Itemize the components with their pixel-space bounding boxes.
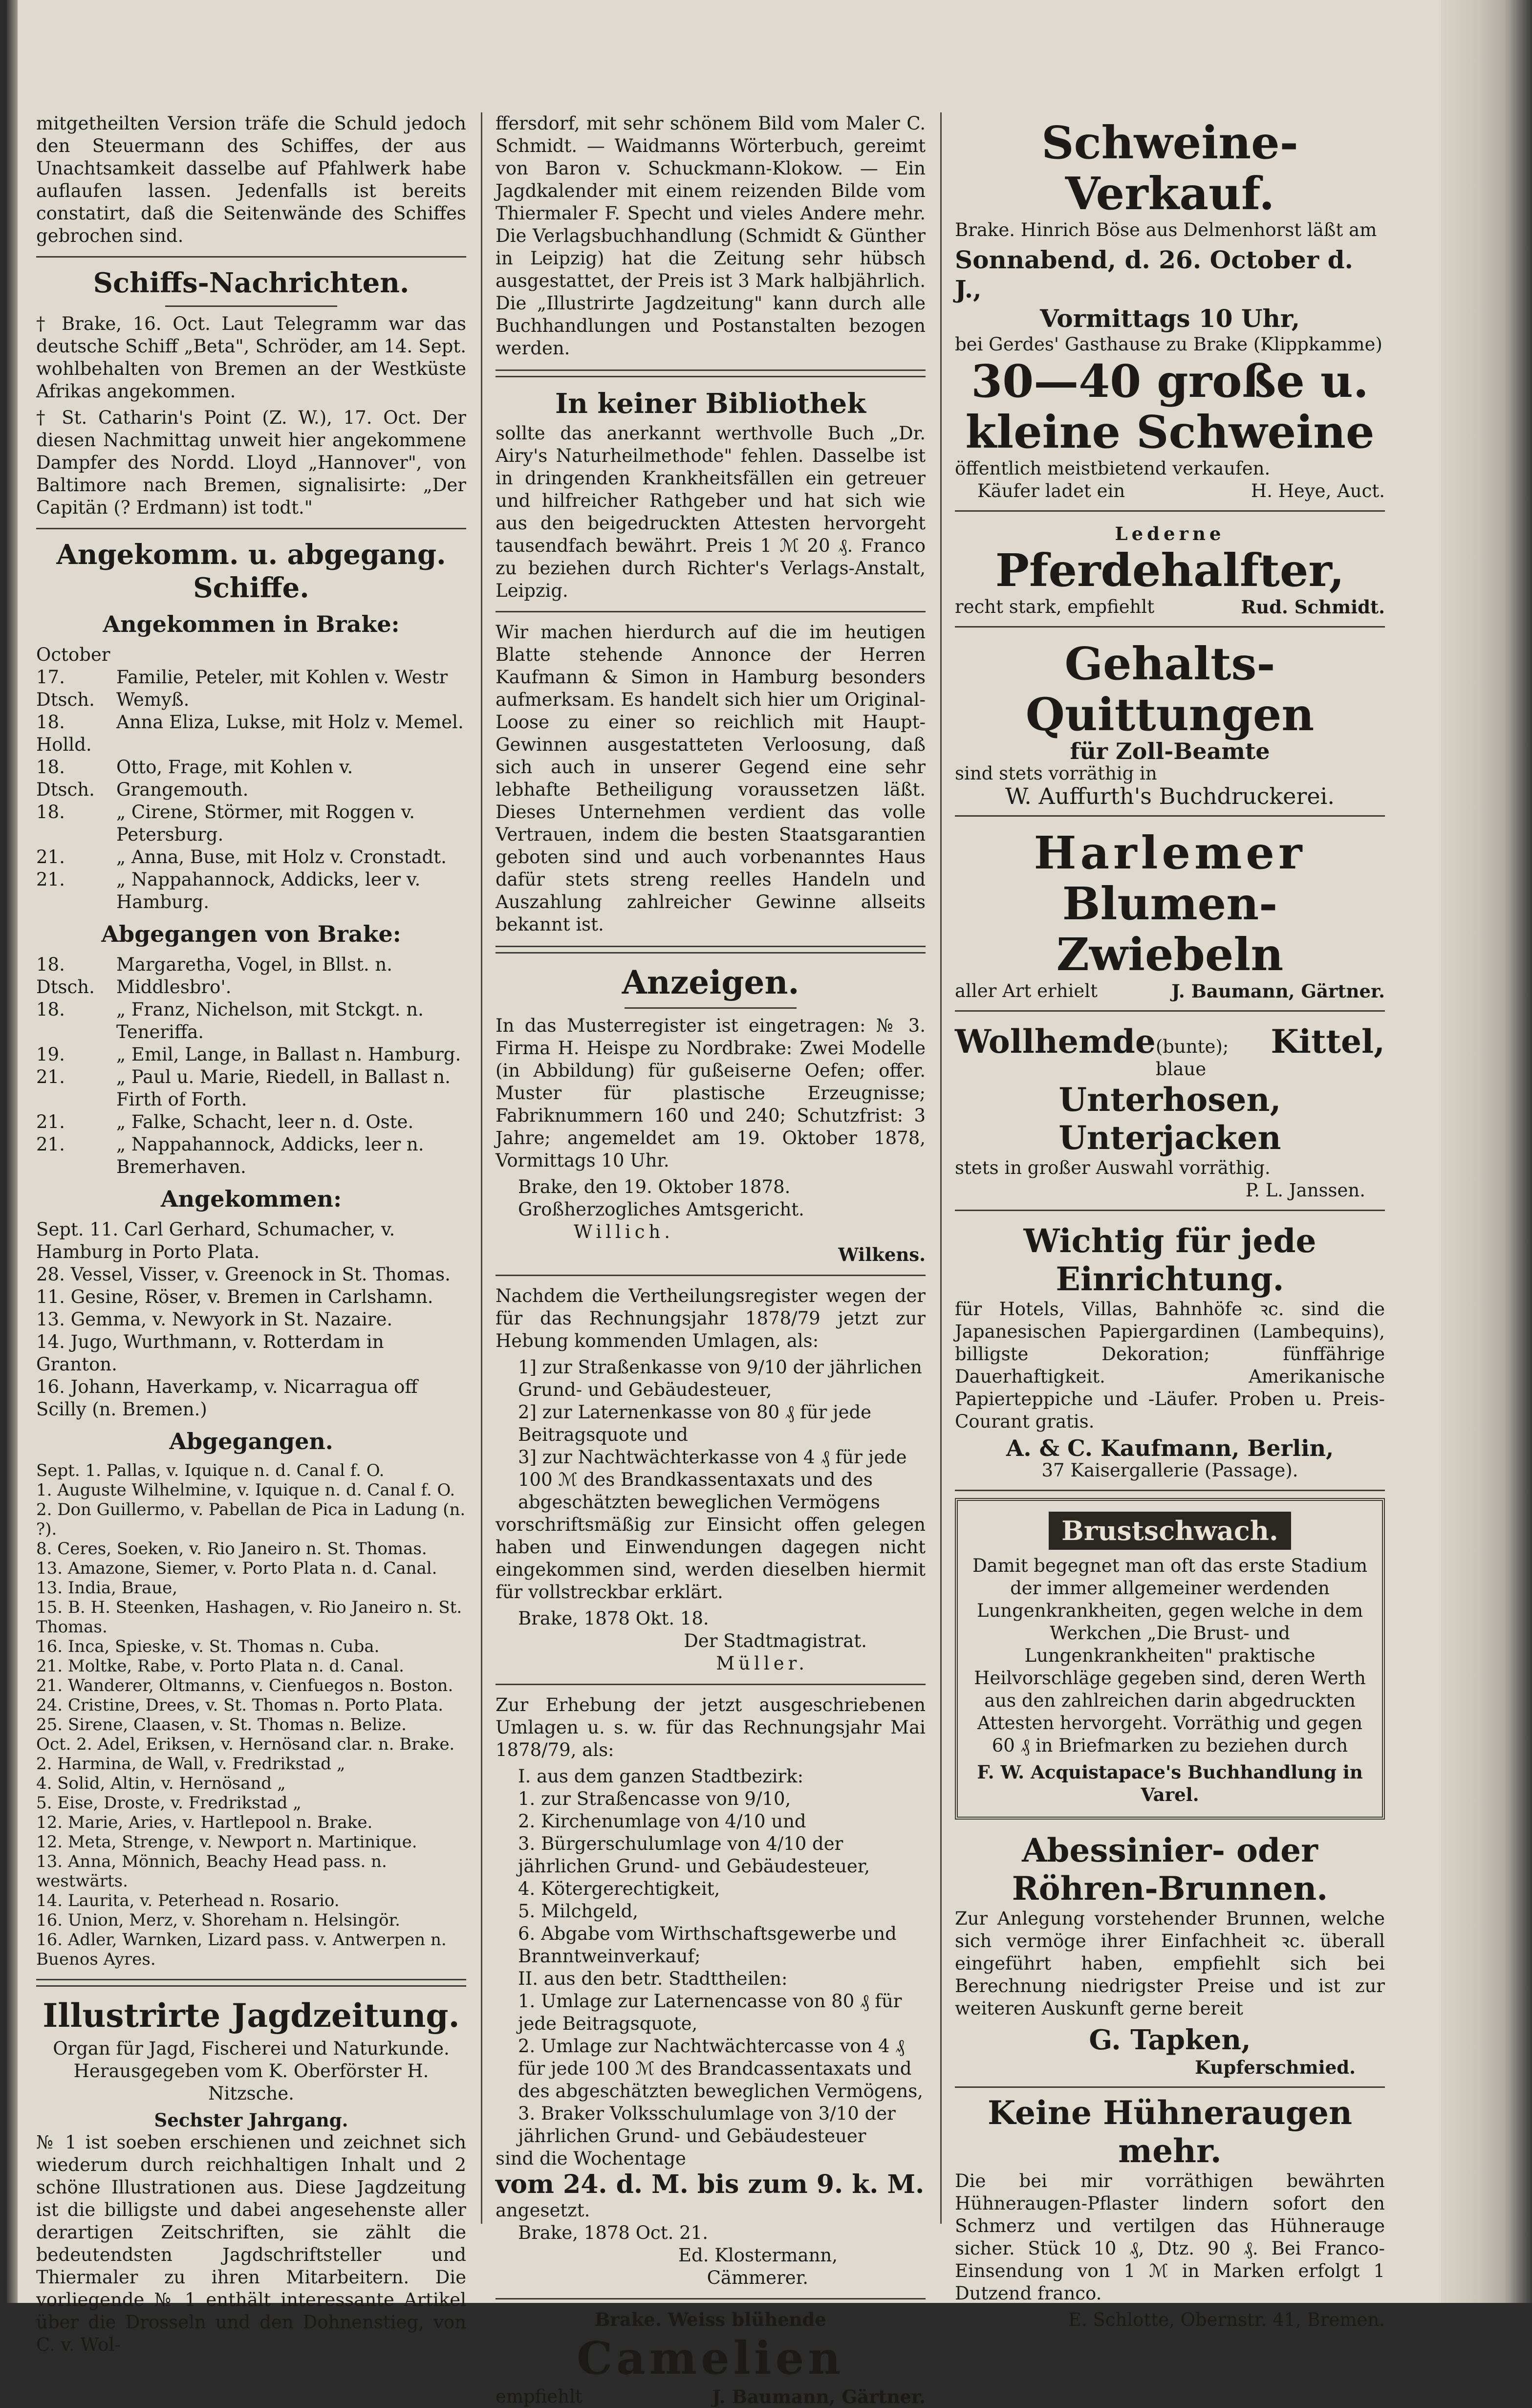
list-item: 5. Milchgeld,: [518, 1901, 639, 1922]
list-item: 21. „ Falke, Schacht, leer n. d. Oste.: [36, 1111, 414, 1132]
list-item: 16. Johann, Haverkamp, v. Nicarragua off Scilly (n. Bremen.): [36, 1376, 418, 1420]
signature: E. Schlotte, Obernstr. 41, Bremen.: [1068, 2309, 1385, 2330]
jagd-heading: Illustrirte Jagdzeitung.: [43, 1996, 460, 2035]
auction-time: Vormittags 10 Uhr,: [1040, 304, 1300, 333]
divider: [496, 2298, 926, 2300]
huehneraugen-heading: Keine Hühneraugen mehr.: [988, 2094, 1352, 2170]
pferdehalfter-text: recht stark, empfiehlt: [955, 596, 1155, 617]
wollhemde-line: [955, 1022, 1385, 1081]
brunnen-ad: [955, 1826, 1385, 2088]
page-edge: [1441, 0, 1532, 2303]
list-item: 11. Gesine, Röser, v. Bremen in Carlshamn.: [36, 1286, 433, 1307]
gehalts-shop: W. Auffurth's Buchdruckerei.: [1005, 783, 1335, 809]
list-item: 14. Laurita, v. Peterhead n. Rosario.: [36, 1891, 340, 1910]
column-rule: [481, 112, 482, 2224]
jagd-subtitle: Organ für Jagd, Fischerei und Naturkunde. Herausgegeben vom K. Oberförster H. Nitzsche.: [53, 2038, 450, 2104]
schiffs-paragraph: † St. Catharin's Point (Z. W.), 17. Oct. Der diesen Nachmittag unweit hier angekommene Dampfer des Nordd. Lloyd „Hannover", von Baltimore nach Bremen, signalisirte: „Der Capitän (? Erdmann) ist todt.": [36, 407, 466, 518]
brunnen-heading: Abessinier- oder: [1022, 1831, 1318, 1869]
wichtig-ad: [955, 1217, 1385, 1491]
brustschwach-paragraph: Damit begegnet man oft das erste Stadium der immer allgemeiner werdenden Lungenkrankheiten, gegen welche in dem Werkchen „Die Brust- und Lungenkrankheiten" praktische Heilvorschläge gegeben sind, deren Werth aus den zahlreichen darin abgedruckten Attesten hervorgeht. Vorräthig und gegen 60 ₰ in Briefmarken zu beziehen durch: [972, 1555, 1368, 1756]
column-2: [496, 112, 926, 2408]
signature: A. & C. Kaufmann, Berlin,: [1006, 1435, 1334, 1461]
list-item: 2. Harmina, de Wall, v. Fredrikstad „: [36, 1754, 345, 1774]
wochentage-label: sind die Wochentage: [496, 2148, 686, 2169]
list-item: 5. Eise, Droste, v. Fredrikstad „: [36, 1793, 302, 1813]
brustschwach-heading: Brustschwach.: [1049, 1512, 1291, 1550]
gehalts-ad: [955, 633, 1385, 817]
dateline: Brake, den 19. Oktober 1878.: [518, 1176, 791, 1197]
list-item: 21. „ Nappahannock, Addicks, leer n. Bremerhaven.: [36, 1134, 424, 1177]
divider: [36, 256, 466, 258]
anzeigen-heading: Anzeigen.: [622, 963, 799, 1001]
departed-list: [36, 954, 466, 1178]
magistrat: Der Stadtmagistrat.: [684, 1630, 867, 1651]
blumen-footer: [955, 980, 1385, 1002]
divider: [36, 1979, 466, 1987]
musterregister-paragraph: In das Musterregister ist eingetragen: № 3. Firma H. Heispe zu Nordbrake: Zwei Modelle (in Abbildung) für gußeiserne Oefen; offer. Muster für plastische Erzeugnisse; Fabriknummern 160 und 240; Schutzfrist: 3 Jahre; angemeldet am 19. Oktober 1878, Vormittags 10 Uhr.: [496, 1015, 926, 1171]
wichtig-heading: Wichtig für jede: [1023, 1222, 1316, 1260]
jagd-paragraph: № 1 ist soeben erschienen und zeichnet sich wiederum durch reichhaltigen Inhalt und 2 schöne Illustrationen aus. Diese Jagdzeitung ist die billigste und dabei angesehenste aller derartigen Zeitschriften, sie zählt die bedeutendsten Jagdschriftsteller und Thiermaler zu ihren Mitarbeitern. Die vorliegende № 1 enthält interessante Artikel über die Drosseln und den Dohnenstieg, von C. v. Wol-: [36, 2132, 466, 2355]
list-item: 12. Marie, Aries, v. Hartlepool n. Brake.: [36, 1813, 373, 1832]
list-item: 18. „ Franz, Nichelson, mit Stckgt. n. Teneriffa.: [36, 999, 424, 1042]
pferdehalfter-footer: [955, 596, 1385, 618]
list-item: 21. „ Nappahannock, Addicks, leer v. Hamburg.: [36, 869, 421, 912]
angekommen-list: [36, 1218, 466, 1421]
signature: J. Baumann, Gärtner.: [1171, 980, 1385, 1002]
binding-gutter: [7, 0, 18, 2303]
column-rule: [940, 112, 942, 2224]
list-item: 13. India, Braue,: [36, 1578, 178, 1598]
ships-subheading: Angekommen in Brake:: [103, 611, 400, 637]
section-label: II. aus den betr. Stadttheilen:: [518, 1968, 788, 1989]
auction-footer: [955, 480, 1385, 502]
brustschwach-banner-wrap: [971, 1512, 1369, 1550]
court: Großherzogliches Amtsgericht.: [518, 1199, 804, 1220]
signature: Wilkens.: [838, 1244, 926, 1265]
list-item: 2] zur Laternenkasse von 80 ₰ für jede Beitragsquote und: [518, 1402, 872, 1445]
list-item: 16. Inca, Spieske, v. St. Thomas n. Cuba.: [36, 1637, 380, 1656]
list-item: 25. Sirene, Claasen, v. St. Thomas n. Belize.: [36, 1715, 407, 1735]
blumen-ad: [955, 823, 1385, 1012]
lederne-label: Lederne: [1115, 523, 1225, 544]
departed-subheading: Abgegangen von Brake:: [101, 921, 401, 947]
pferdehalfter-ad: [955, 518, 1385, 628]
list-item: Sept. 11. Carl Gerhard, Schumacher, v. Hamburg in Porto Plata.: [36, 1219, 395, 1262]
wollhemde-text: stets in großer Auswahl vorräthig.: [955, 1157, 1271, 1178]
brustschwach-shop: F. W. Acquistapace's Buchhandlung in Varel.: [977, 1761, 1363, 1805]
brustschwach-ad: [955, 1498, 1385, 1820]
address: 37 Kaisergallerie (Passage).: [1041, 1460, 1298, 1481]
wollhemde-heading: Kittel,: [1271, 1022, 1385, 1061]
signature: H. Heye, Auct.: [1251, 480, 1385, 501]
schiffs-paragraph: † Brake, 16. Oct. Laut Telegramm war das deutsche Schiff „Beta", Schröder, am 14. Sept. wohlbehalten von Bremen an der Westküste Afrikas angekommen.: [36, 313, 466, 402]
wollhemde-ad: [955, 1018, 1385, 1211]
list-item: 19. „ Emil, Lange, in Ballast n. Hamburg.: [36, 1044, 461, 1065]
list-item: 13. Anna, Mönnich, Beachy Head pass. n. westwärts.: [36, 1852, 387, 1891]
list-item: 21. Moltke, Rabe, v. Porto Plata n. d. Canal.: [36, 1656, 404, 1676]
signature: Rud. Schmidt.: [1241, 596, 1385, 618]
big-line: kleine Schweine: [965, 406, 1375, 458]
list-item: Oct. 2. Adel, Eriksen, v. Hernösand clar. n. Brake.: [36, 1735, 455, 1754]
list-item: 16. Union, Merz, v. Shoreham n. Helsingör.: [36, 1910, 400, 1930]
camelien-heading: Camelien: [576, 2332, 845, 2385]
signatory: Ed. Klostermann,: [678, 2245, 838, 2266]
role: Kupferschmied.: [1195, 2057, 1356, 2078]
list-item: 1. zur Straßencasse von 9/10,: [518, 1788, 791, 1809]
list-item: 16. Adler, Warnken, Lizard pass. v. Antwerpen n. Buenos Ayres.: [36, 1930, 447, 1969]
erhebung-paragraph: Zur Erhebung der jetzt ausgeschriebenen Umlagen u. s. w. für das Rechnungsjahr Mai 1878/79, als:: [496, 1694, 926, 1760]
gehalts-subheading: für Zoll-Beamte: [1070, 738, 1270, 764]
section-label: I. aus dem ganzen Stadtbezirk:: [518, 1766, 804, 1787]
list-item: 18. Dtsch. Otto, Frage, mit Kohlen v. Grangemouth.: [36, 757, 353, 800]
wichtig-heading: Einrichtung.: [1056, 1260, 1284, 1298]
divider: [496, 946, 926, 954]
blumen-text: aller Art erhielt: [955, 980, 1098, 1001]
list-item: 18. Holld. Anna Eliza, Lukse, mit Holz v. Memel.: [36, 712, 464, 755]
list-item: 13. Amazone, Siemer, v. Porto Plata n. d. Canal.: [36, 1559, 437, 1578]
wollhemde-detail: (bunte); blaue: [1155, 1036, 1229, 1080]
list-item: 2. Don Guillermo, v. Pabellan de Pica in Ladung (n. ?).: [36, 1500, 466, 1539]
big-line: 30—40 große u.: [971, 355, 1369, 408]
date-range: vom 24. d. M. bis zum 9. k. M.: [496, 2169, 925, 2199]
dateline: Brake, 1878 Okt. 18.: [518, 1608, 709, 1629]
column-3: [955, 112, 1385, 2331]
list-item: 3. Braker Volksschulumlage von 3/10 der jährlichen Grund- und Gebäudesteuer: [518, 2103, 896, 2147]
huehneraugen-paragraph: Die bei mir vorräthigen bewährten Hühneraugen-Pflaster lindern sofort den Schmerz und vertilgen das Hühnerauge sicher. Stück 10 ₰, Dtz. 90 ₰. Bei Franco-Einsendung von 1 ℳ in Marken erfolgt 1 Dutzend franco.: [955, 2170, 1385, 2304]
divider: [496, 611, 926, 612]
blumen-heading: Harlemer: [1034, 826, 1306, 879]
ships-heading: Angekomm. u. abgegang. Schiffe.: [56, 539, 446, 604]
huehneraugen-ad: [955, 2094, 1385, 2331]
schweine-ad: [955, 112, 1385, 512]
auction-text: öffentlich meistbietend verkaufen.: [955, 458, 1271, 479]
schiffs-heading: Schiffs-Nachrichten.: [93, 267, 410, 299]
list-item: 18. „ Cirene, Störmer, mit Roggen v. Petersburg.: [36, 802, 415, 845]
jagd-jahrgang: Sechster Jahrgang.: [154, 2109, 348, 2131]
brunnen-paragraph: Zur Anlegung vorstehender Brunnen, welche sich vermöge ihrer Einfachheit ꝛc. überall eingeführt haben, empfiehlt sich bei Berechnung niedrigster Preise und ist zur weiteren Auskunft gerne bereit: [955, 1908, 1385, 2019]
abgegangen-heading: Abgegangen.: [169, 1428, 333, 1454]
auction-date: Sonnabend, d. 26. October d. J.,: [955, 245, 1353, 304]
list-item: 18. Dtsch. Margaretha, Vogel, in Bllst. n. Middlesbro'.: [36, 954, 393, 998]
list-item: 13. Gemma, v. Newyork in St. Nazaire.: [36, 1309, 393, 1330]
list-item: 21. „ Paul u. Marie, Riedell, in Ballast n. Firth of Forth.: [36, 1066, 451, 1110]
column-1: [36, 112, 466, 2360]
list-item: 24. Cristine, Drees, v. St. Thomas n. Porto Plata.: [36, 1695, 444, 1715]
wollhemde-heading: Wollhemde: [955, 1022, 1156, 1061]
divider: [625, 1007, 797, 1009]
list-item: 15. B. H. Steenken, Hashagen, v. Rio Janeiro n. St. Thomas.: [36, 1598, 462, 1637]
divider: [165, 305, 337, 307]
list-item: 21. Wanderer, Oltmanns, v. Cienfuegos n. Boston.: [36, 1676, 453, 1695]
list-item: 4. Kötergerechtigkeit,: [518, 1878, 720, 1899]
signatory: Müller.: [716, 1653, 808, 1674]
divider: [496, 1684, 926, 1685]
umlagen-paragraph: vorschriftsmäßig zur Einsicht offen gelegen haben und Einwendungen dagegen nicht eingekommen sind, werden dieselben hiermit für vollstreckbar erklärt.: [496, 1514, 926, 1603]
arrived-list: [36, 666, 466, 913]
list-item: 28. Vessel, Visser, v. Greenock in St. Thomas.: [36, 1264, 451, 1285]
list-item: 8. Ceres, Soeken, v. Rio Janeiro n. St. Thomas.: [36, 1539, 427, 1559]
list-item: 17. Dtsch. Familie, Peteler, mit Kohlen v. Westr Wemyß.: [36, 667, 448, 710]
list-item: 1. Auguste Wilhelmine, v. Iquique n. d. Canal f. O.: [36, 1480, 455, 1500]
camelien-footer: [496, 2386, 926, 2408]
wollhemde-heading: Unterhosen, Unterjacken: [1058, 1081, 1281, 1157]
divider: [496, 369, 926, 377]
schweine-heading: Schweine-Verkauf.: [1041, 116, 1298, 220]
list-item: 2. Umlage zur Nachtwächtercasse von 4 ₰ für jede 100 ℳ des Brandcassentaxats und des abgeschätzten beweglichen Vermögens,: [518, 2036, 923, 2102]
list-item: 1. Umlage zur Laternencasse von 80 ₰ für jede Beitragsquote,: [518, 1991, 902, 2034]
list-item: 2. Kirchenumlage von 4/10 und: [518, 1811, 806, 1832]
bibliothek-heading: In keiner Bibliothek: [555, 388, 866, 420]
intro-paragraph: mitgetheilten Version träfe die Schuld jedoch den Steuermann des Schiffes, der aus Unachtsamkeit dasselbe auf Pfahlwerk habe auflaufen lassen. Jedenfalls ist bereits constatirt, daß die Seitenwände des Schiffes gebrochen sind.: [36, 113, 466, 246]
list-item: 12. Meta, Strenge, v. Newport n. Martinique.: [36, 1832, 417, 1852]
divider: [496, 1275, 926, 1276]
list-item: 4. Solid, Altin, v. Hernösand „: [36, 1774, 286, 1793]
camelien-header: Brake. Weiss blühende: [595, 2309, 826, 2330]
role: Cämmerer.: [707, 2267, 808, 2288]
kaufmann-paragraph: Wir machen hierdurch auf die im heutigen Blatte stehende Annonce der Herren Kaufmann & Simon in Hamburg besonders aufmerksam. Es handelt sich hier um Original-Loose zu einer so reichlich mit Haupt-Gewinnen ausgestatteten Verloosung, daß sich auch in unserer Gegend eine sehr lebhafte Betheiligung voraussetzen läßt. Dieses Unternehmen verdient das volle Vertrauen, indem die besten Staatsgarantien geboten sind und auch vorbenanntes Haus dafür stets streng reelles Handeln und Auszahlung zahlreicher Gewinne allseits bekannt ist.: [496, 622, 926, 935]
list-item: 3] zur Nachtwächterkasse von 4 ₰ für jede 100 ℳ des Brandkassentaxats und des abgeschätzten beweglichen Vermögens: [518, 1447, 907, 1513]
signature: J. Baumann, Gärtner.: [712, 2386, 926, 2408]
empfiehlt-label: empfiehlt: [496, 2386, 583, 2407]
list-item: 14. Jugo, Wurthmann, v. Rotterdam in Granton.: [36, 1331, 384, 1375]
list-item: Sept. 1. Pallas, v. Iquique n. d. Canal f. O.: [36, 1461, 385, 1480]
list-item: 21. „ Anna, Buse, mit Holz v. Cronstadt.: [36, 846, 447, 868]
gehalts-heading: Gehalts-Quittungen: [1025, 637, 1315, 741]
auction-place: bei Gerdes' Gasthause zu Brake (Klippkamme): [955, 334, 1382, 355]
jagd-continued: ffersdorf, mit sehr schönem Bild vom Maler C. Schmidt. — Waidmanns Wörterbuch, gereimt von Baron v. Schuckmann-Klokow. — Ein Jagdkalender mit einem reizenden Bilde vom Thiermaler F. Specht und vieles Andere mehr. Die Verlagsbuchhandlung (Schmidt & Günther in Leipzig) hat die Zeitung sehr hübsch ausgestattet, der Preis ist 3 Mark halbjährlich. Die „Illustrirte Jagdzeitung" kann durch alle Buchhandlungen und Postanstalten bezogen werden.: [496, 113, 926, 359]
brunnen-heading: Röhren-Brunnen.: [1012, 1869, 1328, 1908]
newspaper-page: [7, 0, 1441, 2408]
wichtig-paragraph: für Hotels, Villas, Bahnhöfe ꝛc. sind die Japanesischen Papiergardinen (Lambequins), billigste Dekoration; fünffährige Dauerhaftigkeit. Amerikanische Papierteppiche und -Läufer. Proben u. Preis-Courant gratis.: [955, 1299, 1385, 1432]
dateline: Brake, 1878 Oct. 21.: [518, 2222, 708, 2243]
angesetzt-label: angesetzt.: [496, 2200, 590, 2221]
divider: [36, 528, 466, 529]
angekommen-heading: Angekommen:: [160, 1186, 342, 1212]
list-item: 1] zur Straßenkasse von 9/10 der jährlichen Grund- und Gebäudesteuer,: [518, 1357, 922, 1400]
blumen-heading: Blumen-Zwiebeln: [1056, 877, 1284, 981]
umlagen-paragraph: Nachdem die Vertheilungsregister wegen der für das Rechnungsjahr 1878/79 jetzt zur Hebung kommenden Umlagen, als:: [496, 1285, 926, 1351]
signature: P. L. Janssen.: [1245, 1180, 1365, 1201]
signature: G. Tapken,: [1089, 2024, 1251, 2056]
abgegangen-list: [36, 1461, 466, 1969]
bibliothek-paragraph: sollte das anerkannt werthvolle Buch „Dr. Airy's Naturheilmethode" fehlen. Dasselbe ist in dringenden Krankheitsfällen ein getreuer und hilfreicher Rathgeber und hat sich wie aus den beigedruckten Attesten hervorgeht tausendfach bewährt. Preis 1 ℳ 20 ₰. Franco zu beziehen durch Richter's Verlags-Anstalt, Leipzig.: [496, 423, 926, 601]
schweine-paragraph: Brake. Hinrich Böse aus Delmenhorst läßt am: [955, 219, 1377, 240]
list-item: 6. Abgabe vom Wirthschaftsgewerbe und Branntweinverkauf;: [518, 1923, 897, 1967]
gehalts-text: sind stets vorräthig in: [955, 763, 1157, 784]
signatory: Willich.: [574, 1221, 674, 1242]
list-item: 3. Bürgerschulumlage von 4/10 der jährlichen Grund- und Gebäudesteuer,: [518, 1833, 870, 1877]
month-label: October: [36, 644, 110, 665]
kaeufer-label: Käufer ladet ein: [977, 480, 1125, 501]
pferdehalfter-heading: Pferdehalfter,: [995, 544, 1345, 597]
